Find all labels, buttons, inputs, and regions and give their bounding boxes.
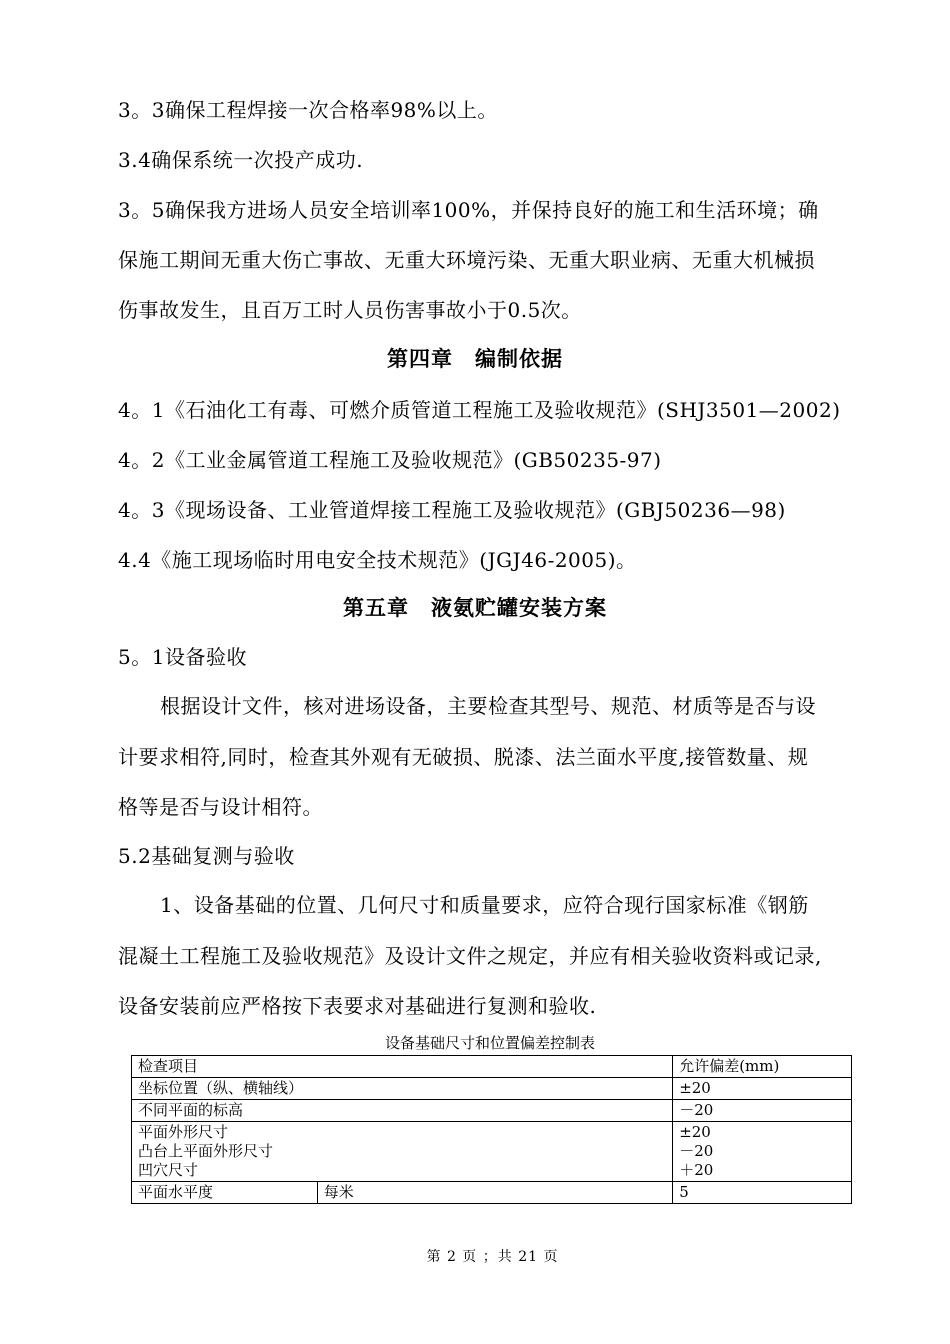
tolerance-table <box>131 1055 852 1204</box>
table-row <box>132 1122 852 1182</box>
table-caption: 设备基础尺寸和位置偏差控制表 <box>384 1034 595 1052</box>
table-row <box>132 1100 852 1122</box>
chapter-4-heading: 第四章 编制依据 <box>387 346 563 371</box>
table-header-row <box>132 1056 852 1078</box>
paragraph-3-3: 3。3确保工程焊接一次合格率98%以上。 <box>118 98 498 122</box>
row-value: ±20 <box>673 1078 852 1100</box>
reference-4-1: 4。1《石油化工有毒、可燃介质管道工程施工及验收规范》(SHJ3501—2002) <box>118 398 841 422</box>
header-check-item: 检查项目 <box>132 1056 673 1078</box>
section-5-1-line2: 计要求相符,同时，检查其外观有无破损、脱漆、法兰面水平度,接管数量、规 <box>118 745 809 769</box>
row-item: 平面水平度 <box>132 1182 318 1204</box>
row-value <box>673 1122 852 1182</box>
paragraph-3-5-line2: 保施工期间无重大伤亡事故、无重大环境污染、无重大职业病、无重大机械损 <box>118 248 815 272</box>
page-footer: 第 2 页 ；共 21 页 <box>426 1249 559 1265</box>
section-5-2-line1: 1、设备基础的位置、几何尺寸和质量要求，应符合现行国家标准《钢筋 <box>160 893 809 917</box>
section-5-2-line3: 设备安装前应严格按下表要求对基础进行复测和验收. <box>118 994 597 1018</box>
row-item <box>132 1122 673 1182</box>
row-item: 坐标位置（纵、横轴线） <box>132 1078 673 1100</box>
row-value-line: ±20 <box>679 1123 711 1141</box>
row-item: 不同平面的标高 <box>132 1100 673 1122</box>
section-5-1-title: 5。1设备验收 <box>118 645 247 669</box>
section-5-1-line1: 根据设计文件，核对进场设备，主要检查其型号、规范、材质等是否与设 <box>160 694 816 718</box>
chapter-5-heading: 第五章 液氨贮罐安装方案 <box>343 595 607 620</box>
table-row <box>132 1078 852 1100</box>
section-5-2-line2: 混凝土工程施工及验收规范》及设计文件之规定，并应有相关验收资料或记录, <box>118 944 822 968</box>
section-5-1-line3: 格等是否与设计相符。 <box>118 795 323 819</box>
reference-4-3: 4。3《现场设备、工业管道焊接工程施工及验收规范》(GBJ50236—98) <box>118 498 786 522</box>
row-value-line: ＋20 <box>679 1161 714 1179</box>
row-subitem: 每米 <box>317 1182 672 1204</box>
row-item-line: 凹穴尺寸 <box>138 1161 199 1179</box>
reference-4-4: 4.4《施工现场临时用电安全技术规范》(JGJ46-2005)。 <box>118 548 637 572</box>
table-row <box>132 1182 852 1204</box>
row-item-line: 凸台上平面外形尺寸 <box>138 1142 274 1160</box>
reference-4-2: 4。2《工业金属管道工程施工及验收规范》(GB50235-97) <box>118 448 662 472</box>
paragraph-3-4: 3.4确保系统一次投产成功. <box>118 148 364 172</box>
row-item-line: 平面外形尺寸 <box>138 1123 229 1141</box>
paragraph-3-5-line3: 伤事故发生，且百万工时人员伤害事故小于0.5次。 <box>118 298 582 322</box>
row-value: －20 <box>673 1100 852 1122</box>
paragraph-3-5-line1: 3。5确保我方进场人员安全培训率100%，并保持良好的施工和生活环境；确 <box>118 198 819 222</box>
section-5-2-title: 5.2基础复测与验收 <box>118 844 295 868</box>
row-value-line: －20 <box>679 1142 714 1160</box>
header-tolerance: 允许偏差(mm) <box>673 1056 852 1078</box>
row-value: 5 <box>673 1182 852 1204</box>
